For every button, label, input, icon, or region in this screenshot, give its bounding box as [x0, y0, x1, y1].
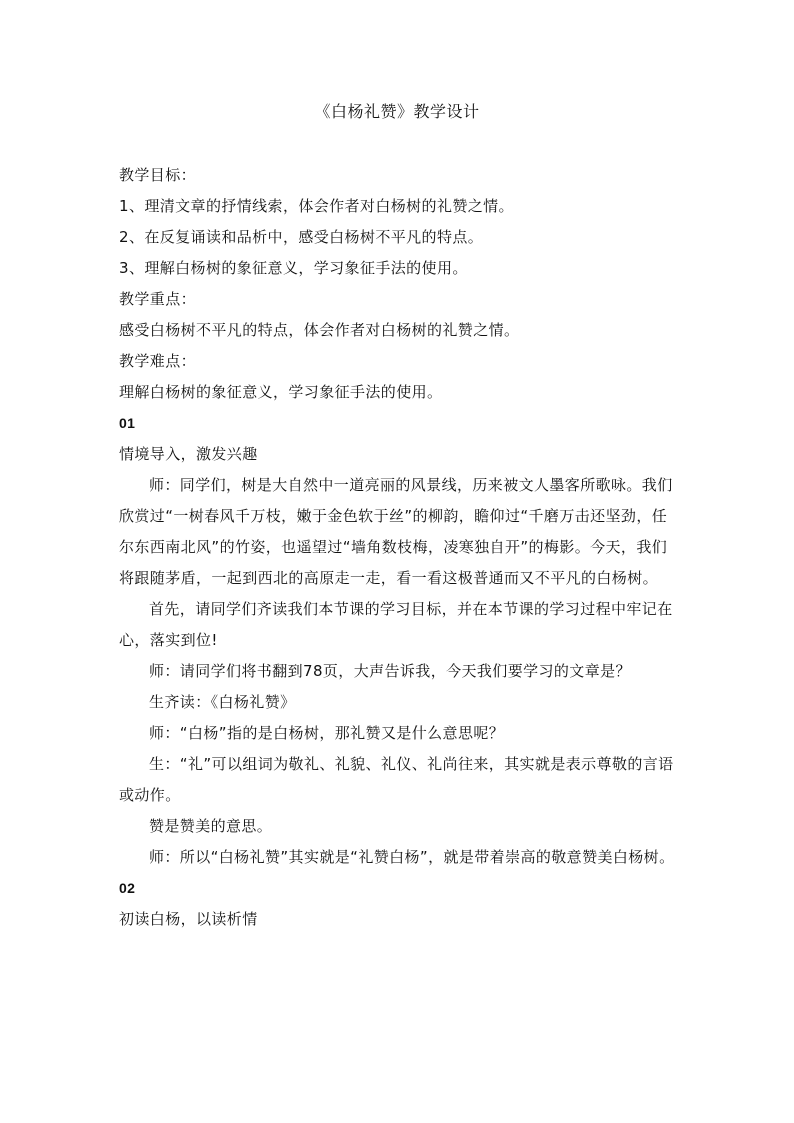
document-body: [119, 160, 679, 935]
paragraph: 生齐读：《白杨礼赞》: [149, 693, 296, 711]
section-number: 01: [119, 415, 136, 431]
paragraph: 师：所以“白杨礼赞”其实就是“礼赞白杨”，就是带着崇高的敬意赞美白杨树。: [149, 848, 675, 866]
paragraph: 师：请同学们将书翻到78页，大声告诉我，今天我们要学习的文章是？: [149, 662, 631, 680]
key-points-text: 感受白杨树不平凡的特点，体会作者对白杨树的礼赞之情。: [119, 321, 520, 339]
objective-item: 3、理解白杨树的象征意义，学习象征手法的使用。: [119, 259, 468, 277]
section-heading: 情境导入，激发兴趣: [119, 445, 258, 463]
difficulty-text: 理解白杨树的象征意义，学习象征手法的使用。: [119, 383, 443, 401]
document-title: 《白杨礼赞》教学设计: [314, 102, 480, 121]
paragraph: 首先，请同学们齐读我们本节课的学习目标，并在本节课的学习过程中牢记在心，落实到位!: [119, 600, 673, 649]
section-heading: 初读白杨，以读析情: [119, 910, 258, 928]
key-points-heading: 教学重点：: [119, 290, 197, 308]
paragraph: 师：同学们，树是大自然中一道亮丽的风景线，历来被文人墨客所歌咏。我们欣赏过“一树春风千万枝，嫩于金色软于丝”的柳韵，瞻仰过“千磨万击还坚劲，任尔东西南北风”的竹姿，也遥望过“墙角数枝梅，凌寒独自开”的梅影。今天，我们将跟随茅盾，一起到西北的高原走一走，看一看这极普通而又不平凡的白杨树。: [119, 476, 673, 587]
paragraph: 师：“白杨”指的是白杨树，那礼赞又是什么意思呢？: [149, 724, 505, 742]
section-number: 02: [119, 880, 136, 896]
objective-item: 2、在反复诵读和品析中，感受白杨树不平凡的特点。: [119, 228, 484, 246]
paragraph: 生：“礼”可以组词为敬礼、礼貌、礼仪、礼尚往来，其实就是表示尊敬的言语或动作。: [119, 755, 674, 804]
difficulty-heading: 教学难点：: [119, 352, 197, 370]
paragraph: 赞是赞美的意思。: [149, 817, 273, 835]
objectives-heading: 教学目标：: [119, 166, 197, 184]
objective-item: 1、理清文章的抒情线索，体会作者对白杨树的礼赞之情。: [119, 197, 514, 215]
